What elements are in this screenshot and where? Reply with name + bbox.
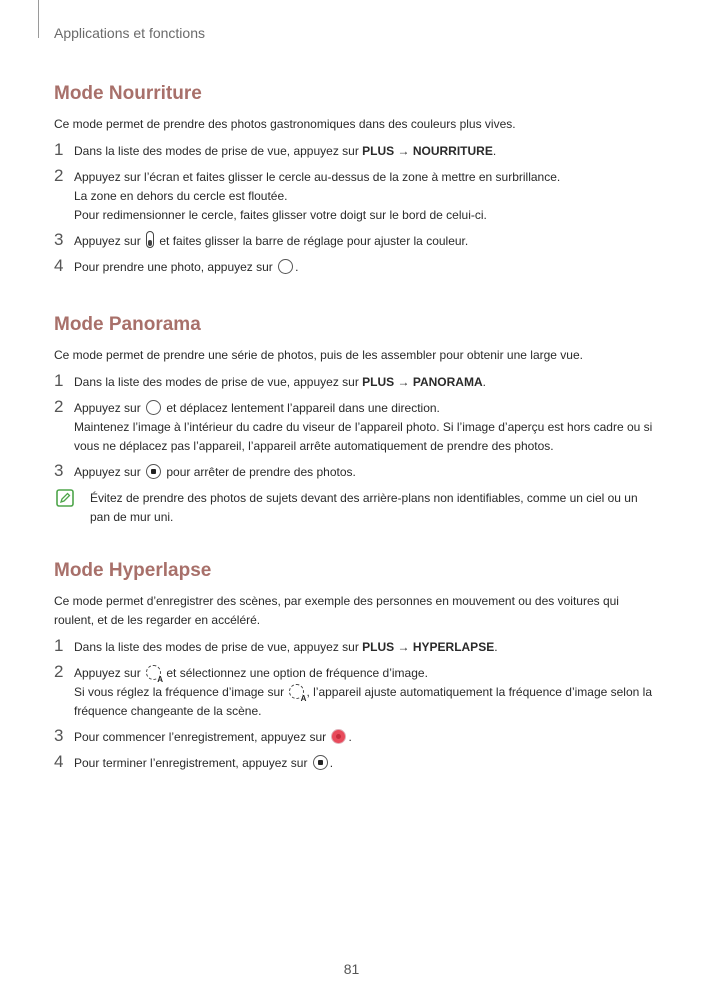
step-text: La zone en dehors du cercle est floutée. bbox=[74, 189, 288, 203]
stop-icon bbox=[313, 755, 328, 770]
step-text-end: et déplacez lentement l’appareil dans une direction. bbox=[163, 401, 440, 415]
step-text-end: pour arrêter de prendre des photos. bbox=[163, 465, 356, 479]
section-title: Mode Nourriture bbox=[54, 83, 202, 104]
step-4 bbox=[54, 754, 660, 773]
hyperlapse-auto-icon bbox=[146, 665, 161, 680]
step-text: Pour prendre une photo, appuyez sur bbox=[74, 260, 277, 274]
step-text: Pour terminer l’enregistrement, appuyez sur bbox=[74, 756, 311, 770]
menu-path: PLUS → PANORAMA bbox=[362, 375, 483, 389]
note-pencil-icon bbox=[56, 489, 74, 507]
section-mode-panorama bbox=[54, 314, 660, 527]
section-title: Mode Hyperlapse bbox=[54, 560, 212, 581]
step-number: 2 bbox=[54, 397, 64, 416]
step-number: 3 bbox=[54, 230, 64, 249]
section-intro: Ce mode permet d’enregistrer des scènes, par exemple des personnes en mouvement ou des voitures qui roulent, et de les regarder en accéléré. bbox=[54, 594, 619, 627]
step-number: 1 bbox=[54, 636, 64, 655]
record-icon bbox=[331, 729, 346, 744]
note-text: Évitez de prendre des photos de sujets devant des arrière-plans non identifiables, comme un ciel ou un pan de mur uni. bbox=[90, 491, 638, 524]
step-text: Appuyez sur bbox=[74, 465, 145, 479]
step-number: 2 bbox=[54, 662, 64, 681]
step-text: Appuyez sur bbox=[74, 234, 145, 248]
hyperlapse-auto-icon bbox=[289, 684, 304, 699]
step-1 bbox=[54, 638, 660, 657]
step-number: 3 bbox=[54, 726, 64, 745]
shutter-icon bbox=[146, 400, 161, 415]
menu-path: PLUS → HYPERLAPSE bbox=[362, 640, 495, 654]
section-intro: Ce mode permet de prendre des photos gastronomiques dans des couleurs plus vives. bbox=[54, 117, 516, 131]
step-4 bbox=[54, 258, 660, 277]
page-header: Applications et fonctions bbox=[54, 25, 205, 41]
section-mode-nourriture bbox=[54, 83, 660, 284]
step-number: 4 bbox=[54, 256, 64, 275]
step-text: Pour redimensionner le cercle, faites glisser votre doigt sur le bord de celui-ci. bbox=[74, 208, 487, 222]
step-text-end: , l’appareil ajuste automatiquement la fréquence d’image selon la fréquence changeante de la scène. bbox=[74, 685, 652, 718]
step-3 bbox=[54, 463, 660, 482]
step-1 bbox=[54, 142, 660, 161]
step-text-end: . bbox=[494, 640, 498, 654]
step-text-end: . bbox=[348, 730, 352, 744]
step-text: Appuyez sur l’écran et faites glisser le cercle au-dessus de la zone à mettre en surbrillance. bbox=[74, 170, 561, 184]
page-edge-line bbox=[38, 0, 39, 38]
note-block bbox=[54, 489, 660, 527]
step-text: Dans la liste des modes de prise de vue, appuyez sur bbox=[74, 640, 363, 654]
step-number: 1 bbox=[54, 371, 64, 390]
step-text-end: et sélectionnez une option de fréquence d’image. bbox=[163, 666, 428, 680]
section-title: Mode Panorama bbox=[54, 314, 201, 335]
step-text: Si vous réglez la fréquence d’image sur bbox=[74, 685, 288, 699]
step-text-end: . bbox=[482, 375, 486, 389]
step-text: Dans la liste des modes de prise de vue, appuyez sur bbox=[74, 144, 363, 158]
step-text: Pour commencer l’enregistrement, appuyez sur bbox=[74, 730, 330, 744]
step-number: 2 bbox=[54, 166, 64, 185]
section-intro: Ce mode permet de prendre une série de photos, puis de les assembler pour obtenir une large vue. bbox=[54, 348, 583, 362]
section-mode-hyperlapse bbox=[54, 560, 660, 780]
step-number: 4 bbox=[54, 752, 64, 771]
shutter-icon bbox=[278, 259, 293, 274]
step-1 bbox=[54, 373, 660, 392]
step-text: Maintenez l’image à l’intérieur du cadre du viseur de l’appareil photo. Si l’image d’aperçu est hors cadre ou si vous ne déplacez pas l’appareil, l’appareil arrête automatiquement de prendre des photos. bbox=[74, 420, 653, 453]
menu-path: PLUS → NOURRITURE bbox=[362, 144, 493, 158]
step-text-end: . bbox=[329, 756, 334, 770]
thermometer-icon bbox=[146, 231, 154, 248]
step-text: Dans la liste des modes de prise de vue, appuyez sur bbox=[74, 375, 363, 389]
step-text-end: . bbox=[492, 144, 497, 158]
step-text: Appuyez sur bbox=[74, 666, 145, 680]
step-number: 1 bbox=[54, 140, 64, 159]
step-2 bbox=[54, 168, 660, 225]
step-3 bbox=[54, 728, 660, 747]
page-number: 81 bbox=[343, 961, 360, 977]
step-2 bbox=[54, 664, 660, 721]
step-text: Appuyez sur bbox=[74, 401, 145, 415]
step-text-end: . bbox=[295, 260, 299, 274]
step-text-end: et faites glisser la barre de réglage pour ajuster la couleur. bbox=[156, 234, 469, 248]
step-3 bbox=[54, 232, 660, 251]
stop-icon bbox=[146, 464, 161, 479]
step-2 bbox=[54, 399, 660, 456]
step-number: 3 bbox=[54, 461, 64, 480]
